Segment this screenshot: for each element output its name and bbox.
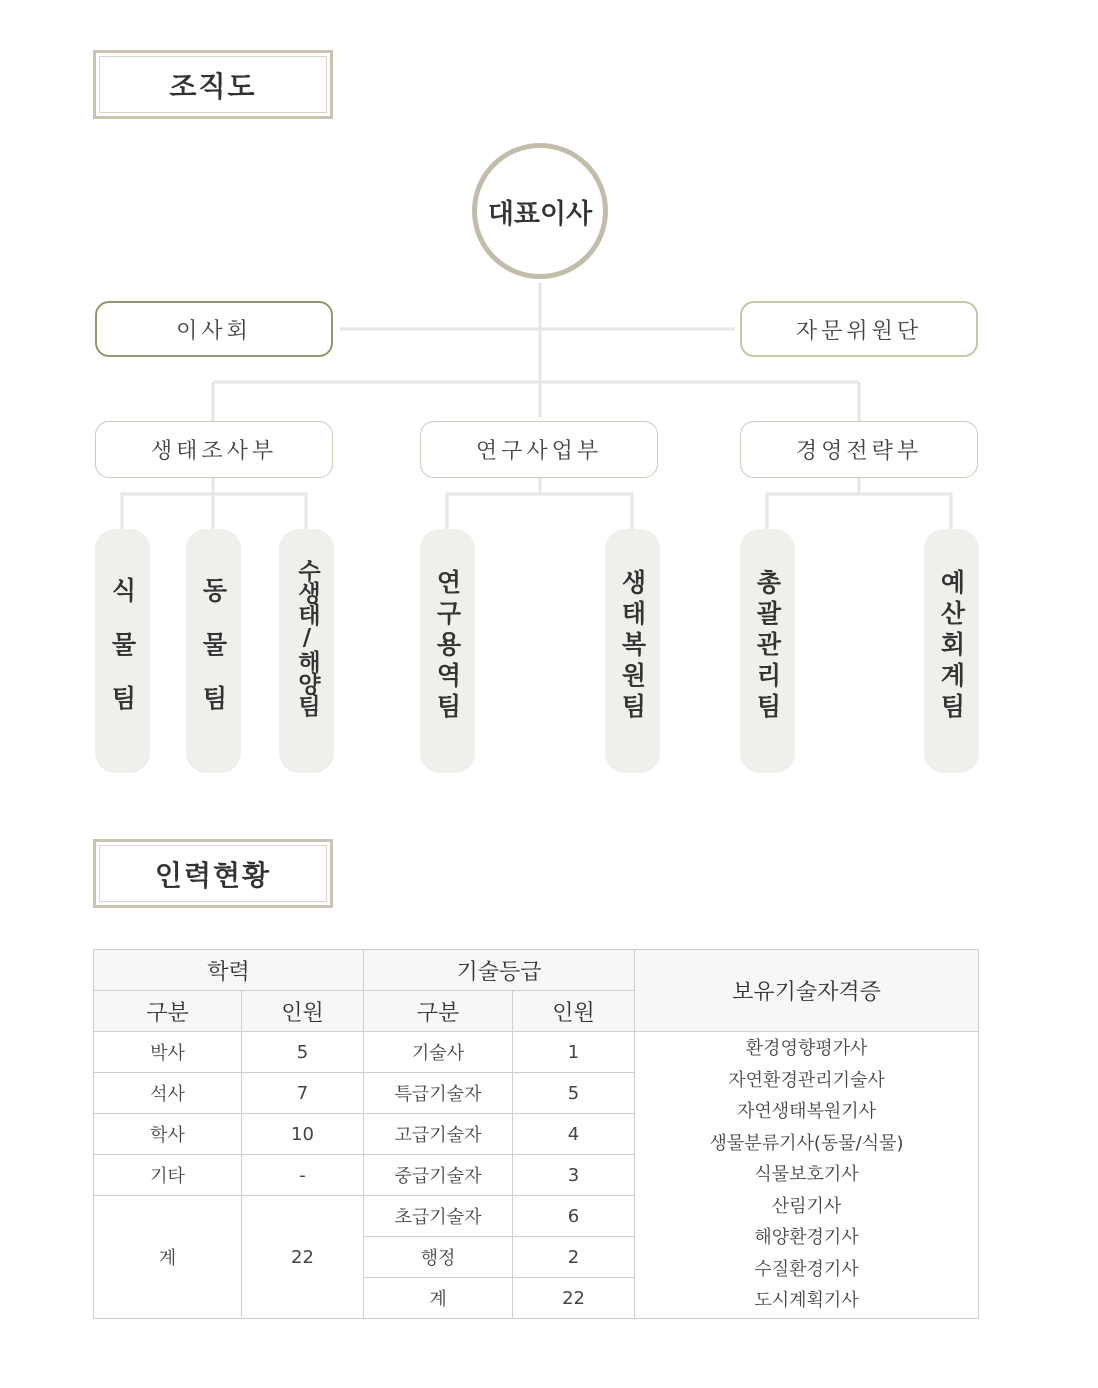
skill-count: 1	[513, 1032, 635, 1073]
dept3-team-line	[767, 494, 951, 529]
education-division-header: 구분	[94, 991, 242, 1032]
certificate-item: 자연환경관리기술사	[728, 1069, 885, 1091]
education-count: -	[242, 1155, 364, 1196]
skill-grade-header: 기술등급	[364, 950, 635, 991]
team-general-management	[740, 529, 795, 773]
team-label: 총괄관리팀	[753, 569, 782, 724]
team-budget-accounting	[924, 529, 979, 773]
skill-division-header: 구분	[364, 991, 513, 1032]
certificate-item: 도시계획기사	[754, 1290, 859, 1312]
skill-count-header: 인원	[513, 991, 635, 1032]
team-research-service	[420, 529, 475, 773]
education-total-label: 계	[94, 1196, 242, 1319]
team-aquatic-marine	[279, 529, 334, 773]
department-label: 연구사업부	[475, 439, 603, 464]
certificate-item: 해양환경기사	[754, 1227, 859, 1249]
education-count: 5	[242, 1032, 364, 1073]
certificate-item: 생물분류기사(동물/식물)	[709, 1132, 904, 1154]
education-label: 학사	[94, 1114, 242, 1155]
board-label: 이사회	[176, 318, 252, 344]
department-ecology-survey	[95, 421, 333, 478]
board-node	[95, 301, 333, 357]
ceo-node	[472, 143, 608, 279]
education-total-count: 22	[242, 1196, 364, 1319]
team-animals	[186, 529, 241, 773]
certificate-item: 산림기사	[771, 1195, 842, 1217]
skill-total-count: 22	[513, 1278, 635, 1319]
skill-label: 기술사	[364, 1032, 513, 1073]
department-research-projects	[420, 421, 658, 478]
staff-table	[93, 949, 979, 1319]
ceo-label: 대표이사	[487, 198, 593, 230]
certificate-item: 환경영향평가사	[745, 1038, 868, 1060]
staff-status-title-text: 인력현황	[154, 858, 272, 892]
skill-count: 3	[513, 1155, 635, 1196]
skill-count: 5	[513, 1073, 635, 1114]
certificate-item: 자연생태복원기사	[736, 1101, 877, 1123]
education-count: 7	[242, 1073, 364, 1114]
skill-label: 행정	[364, 1237, 513, 1278]
skill-count: 6	[513, 1196, 635, 1237]
team-label: 연구용역팀	[433, 569, 462, 724]
table-row	[94, 1032, 979, 1073]
skill-total-label: 계	[364, 1278, 513, 1319]
staff-status-title	[93, 839, 333, 908]
dept2-team-line	[447, 494, 632, 529]
department-label: 생태조사부	[150, 439, 278, 464]
advisory-label: 자문위원단	[795, 318, 923, 344]
team-label: 식 물 팀	[108, 577, 137, 710]
skill-count: 4	[513, 1114, 635, 1155]
education-label: 석사	[94, 1073, 242, 1114]
department-management-strategy	[740, 421, 978, 478]
education-label: 기타	[94, 1155, 242, 1196]
skill-label: 초급기술자	[364, 1196, 513, 1237]
skill-label: 중급기술자	[364, 1155, 513, 1196]
team-label: 예산회계팀	[937, 569, 966, 724]
org-chart-title-text: 조직도	[169, 69, 257, 103]
certificate-item: 수질환경기사	[754, 1258, 859, 1280]
education-count-header: 인원	[242, 991, 364, 1032]
team-plants	[95, 529, 150, 773]
skill-label: 고급기술자	[364, 1114, 513, 1155]
certificate-list	[635, 1032, 979, 1319]
skill-count: 2	[513, 1237, 635, 1278]
certificate-item: 식물보호기사	[754, 1164, 859, 1186]
team-ecological-restoration	[605, 529, 660, 773]
certificates-header: 보유기술자격증	[635, 950, 979, 1032]
education-count: 10	[242, 1114, 364, 1155]
team-label: 동 물 팀	[199, 577, 228, 710]
team-label: 수생태/해양팀	[294, 559, 320, 716]
advisory-node	[740, 301, 978, 357]
skill-label: 특급기술자	[364, 1073, 513, 1114]
education-header: 학력	[94, 950, 364, 991]
department-label: 경영전략부	[795, 439, 923, 464]
education-label: 박사	[94, 1032, 242, 1073]
team-label: 생태복원팀	[618, 569, 647, 724]
